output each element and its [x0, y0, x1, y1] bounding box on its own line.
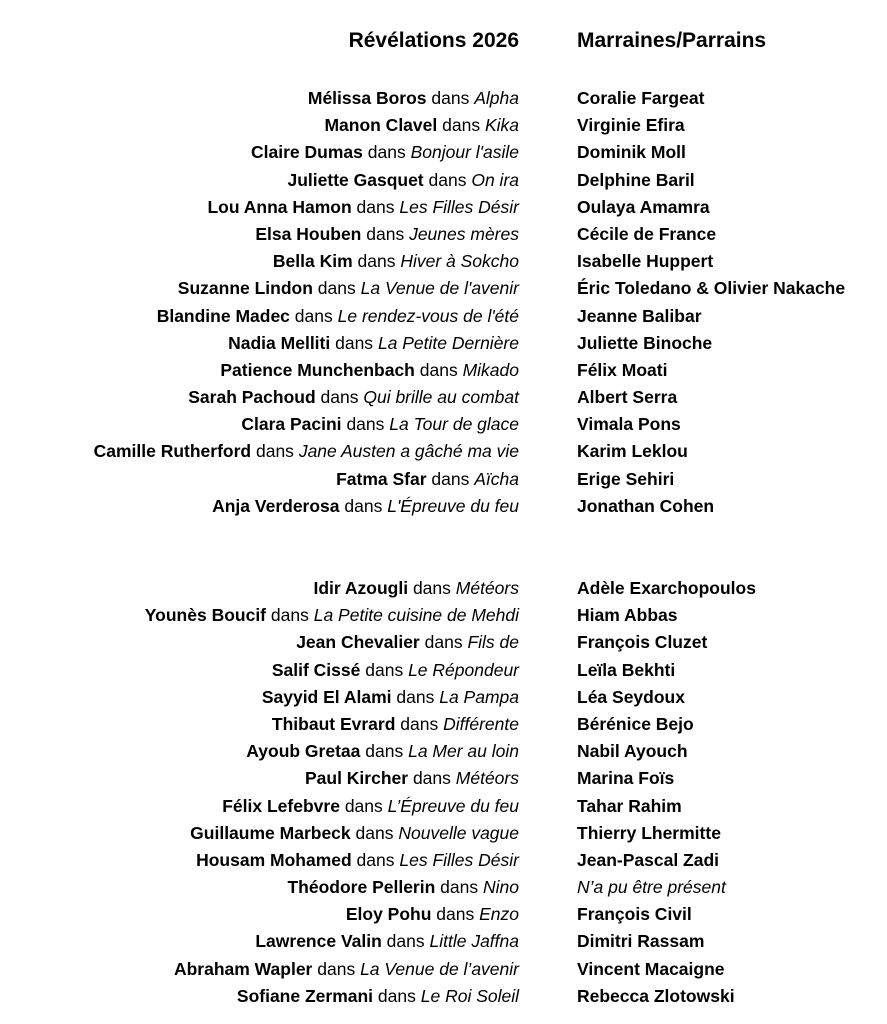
sponsor-name: Nabil Ayouch [577, 741, 688, 762]
nominee-name: Lou Anna Hamon [207, 196, 352, 217]
list-item [0, 874, 887, 901]
list-item [0, 466, 887, 493]
nominee [346, 901, 519, 928]
film-title: Hiver à Sokcho [400, 251, 519, 272]
sponsor-name: Hiam Abbas [577, 605, 678, 626]
nominee [287, 874, 519, 901]
film-title: Alpha [474, 88, 519, 108]
nominee-name: Abraham Wapler [173, 958, 313, 979]
list-item [0, 85, 887, 112]
connector-text: dans [412, 768, 451, 789]
connector-text: dans [317, 958, 356, 979]
connector-text: dans [270, 605, 309, 626]
connector-text: dans [440, 877, 479, 898]
sponsor-name: Isabelle Huppert [577, 251, 714, 272]
connector-text: dans [346, 414, 385, 435]
nominee [237, 983, 519, 1010]
film-title: La Petite Dernière [377, 332, 519, 353]
connector-text: dans [386, 931, 425, 952]
list-item [0, 438, 887, 465]
nominee [178, 275, 519, 302]
film-title: Les Filles Désir [399, 849, 519, 870]
nominee-name: Sarah Pachoud [188, 387, 316, 408]
list-item [0, 411, 887, 438]
list-item [0, 602, 887, 629]
film-title: Nino [483, 877, 519, 898]
nominee-name: Anja Verderosa [212, 495, 340, 516]
nominee [308, 85, 519, 112]
nominee-name: Sofiane Zermani [236, 985, 374, 1006]
nominee-name: Thibaut Evrard [271, 713, 396, 734]
nominee [157, 303, 519, 330]
film-title: Jane Austen a gâché ma vie [298, 441, 519, 462]
sponsor-name: Éric Toledano & Olivier Nakache [577, 278, 846, 299]
connector-text: dans [357, 251, 396, 272]
nominee-name: Juliette Gasquet [287, 169, 424, 190]
film-title: La Mer au loin [408, 741, 519, 762]
connector-text: dans [424, 632, 463, 653]
sponsor-name: Coralie Fargeat [577, 88, 705, 108]
list-item [0, 357, 887, 384]
connector-text: dans [355, 822, 394, 843]
list-item [0, 629, 887, 656]
nominee [174, 956, 519, 983]
connector-text: dans [344, 495, 383, 516]
film-title: Les Filles Désir [399, 196, 519, 217]
connector-text: dans [365, 659, 404, 680]
nominee-name: Bella Kim [272, 251, 353, 272]
film-title: Fils de [467, 632, 519, 653]
header-revelations: Révélations 2026 [348, 29, 519, 52]
list-item [0, 139, 887, 166]
nominee [255, 928, 519, 955]
list-item [0, 820, 887, 847]
sponsor-name: Tahar Rahim [577, 795, 682, 816]
film-title: Le Répondeur [408, 659, 519, 680]
sponsor-name: François Cluzet [577, 632, 708, 653]
nominee-name: Patience Munchenbach [220, 359, 415, 380]
sponsor-name: Vimala Pons [577, 414, 681, 435]
nominee [262, 684, 519, 711]
list-item [0, 684, 887, 711]
sponsor-name: Virginie Efira [577, 115, 685, 136]
nominee [324, 112, 519, 139]
nominee-name: Idir Azougli [313, 578, 409, 598]
nominee-name: Salif Cissé [271, 659, 361, 680]
nominee-name: Manon Clavel [324, 115, 438, 136]
connector-text: dans [428, 169, 467, 190]
connector-text: dans [356, 196, 395, 217]
connector-text: dans [317, 278, 356, 299]
sponsor-name: Rebecca Zlotowski [577, 985, 735, 1006]
connector-text: dans [442, 115, 481, 136]
connector-text: dans [255, 441, 294, 462]
sponsor-name: Jeanne Balibar [577, 305, 702, 326]
film-title: L'Épreuve du feu [387, 495, 519, 516]
sponsor-name: Juliette Binoche [577, 332, 713, 353]
nominee-name: Nadia Melliti [228, 332, 331, 353]
connector-text: dans [431, 88, 470, 108]
nominee [296, 629, 519, 656]
film-title: Kika [484, 115, 519, 136]
column-headers [0, 26, 887, 56]
nominee-name: Sayyid El Alami [261, 686, 392, 707]
nominee-name: Théodore Pellerin [287, 877, 436, 898]
nominee [196, 847, 519, 874]
film-title: Nouvelle vague [398, 822, 519, 843]
nominee-name: Ayoub Gretaa [246, 741, 361, 762]
nominee-name: Jean Chevalier [296, 632, 420, 653]
nominee-name: Paul Kircher [304, 768, 409, 789]
nominee [222, 793, 519, 820]
list-item [0, 221, 887, 248]
film-title: L’Épreuve du feu [387, 795, 519, 816]
connector-text: dans [396, 686, 435, 707]
film-title: La Tour de glace [389, 414, 519, 435]
sponsor-name: Thierry Lhermitte [577, 822, 721, 843]
film-title: Mikado [462, 359, 519, 380]
list-item [0, 738, 887, 765]
nominee [305, 765, 519, 792]
connector-text: dans [344, 795, 383, 816]
list-item [0, 194, 887, 221]
list-item [0, 167, 887, 194]
list-item [0, 657, 887, 684]
connector-text: dans [412, 578, 451, 598]
sponsor-name: Bérénice Bejo [577, 713, 694, 734]
header-sponsors: Marraines/Parrains [577, 29, 767, 52]
nominee-name: Camille Rutherford [93, 441, 252, 462]
film-title: La Petite cuisine de Mehdi [313, 605, 519, 626]
nominee [273, 248, 519, 275]
sponsor-name: Marina Foïs [577, 768, 675, 789]
list-item [0, 956, 887, 983]
list-item [0, 330, 887, 357]
nominee-name: Lawrence Valin [255, 931, 382, 952]
nominee [220, 357, 519, 384]
list-item [0, 275, 887, 302]
nominee [190, 820, 519, 847]
list-item [0, 983, 887, 1010]
connector-text: dans [335, 332, 374, 353]
connector-text: dans [400, 713, 439, 734]
film-title: Jeunes mères [409, 223, 519, 244]
nominee-name: Clara Pacini [241, 414, 342, 435]
sponsor-name: Delphine Baril [577, 169, 695, 190]
nominee [94, 438, 519, 465]
film-title: On ira [471, 169, 519, 190]
sponsor-name: Léa Seydoux [577, 686, 685, 707]
nominee [145, 602, 519, 629]
nominee-name: Fatma Sfar [336, 468, 427, 489]
nominee [212, 493, 519, 520]
nominee-name: Younès Boucif [144, 605, 267, 626]
sponsor-name: Dominik Moll [577, 142, 686, 163]
connector-text: dans [356, 849, 395, 870]
nominee-name: Blandine Madec [156, 305, 290, 326]
list-item [0, 928, 887, 955]
sponsor-name: Jonathan Cohen [577, 495, 715, 516]
sponsor-name: Erige Sehiri [577, 468, 675, 489]
sponsor-name: Albert Serra [577, 387, 678, 408]
nominee [188, 384, 519, 411]
nominee [272, 711, 519, 738]
film-title: Bonjour l'asile [410, 142, 519, 163]
nominee [251, 139, 519, 166]
film-title: Différente [443, 713, 519, 734]
film-title: Le Roi Soleil [420, 985, 519, 1006]
list-item [0, 248, 887, 275]
film-title: Enzo [479, 904, 519, 925]
sponsor-name: Oulaya Amamra [577, 196, 710, 217]
connector-text: dans [365, 741, 404, 762]
connector-text: dans [436, 904, 475, 925]
connector-text: dans [377, 985, 416, 1006]
film-title: Qui brille au combat [363, 387, 519, 408]
nominee-name: Claire Dumas [251, 142, 363, 163]
nominee [241, 411, 519, 438]
film-title: Le rendez-vous de l'été [337, 305, 519, 326]
list-item [0, 493, 887, 520]
sponsor-name: Karim Leklou [577, 441, 688, 462]
film-title: Aïcha [474, 468, 519, 489]
list-item [0, 575, 887, 602]
list-item [0, 112, 887, 139]
nominee-name: Guillaume Marbeck [190, 822, 351, 843]
list-item [0, 765, 887, 792]
nominee [255, 221, 519, 248]
film-title: La Venue de l’avenir [360, 958, 519, 979]
sponsor-name: Jean-Pascal Zadi [577, 849, 720, 870]
connector-text: dans [431, 468, 470, 489]
list-item [0, 303, 887, 330]
nominee [246, 738, 519, 765]
sponsor-name: Dimitri Rassam [577, 931, 705, 952]
connector-text: dans [366, 223, 405, 244]
sponsor-name: Adèle Exarchopoulos [577, 578, 756, 598]
film-title: Météors [455, 768, 519, 789]
sponsor-name: Cécile de France [577, 223, 717, 244]
connector-text: dans [367, 142, 406, 163]
nominee-name: Housam Mohamed [196, 849, 352, 870]
sponsor-name: N’a pu être présent [577, 877, 726, 898]
men-list [0, 575, 887, 1010]
nominee [272, 657, 519, 684]
nominee-name: Félix Lefebvre [222, 795, 340, 816]
nominee [336, 466, 519, 493]
film-title: La Venue de l'avenir [360, 278, 519, 299]
nominee [207, 194, 519, 221]
women-list [0, 85, 887, 520]
sponsor-name: Félix Moati [577, 359, 668, 380]
list-item [0, 793, 887, 820]
sponsor-name: Leïla Bekhti [577, 659, 676, 680]
sponsor-name: François Civil [577, 904, 692, 925]
nominee-name: Eloy Pohu [345, 904, 432, 925]
connector-text: dans [294, 305, 333, 326]
nominee-name: Suzanne Lindon [177, 278, 313, 299]
nominee-name: Elsa Houben [255, 223, 362, 244]
list-item [0, 847, 887, 874]
list-item [0, 901, 887, 928]
list-item [0, 384, 887, 411]
film-title: La Pampa [439, 686, 519, 707]
connector-text: dans [419, 359, 458, 380]
nominee [287, 167, 519, 194]
film-title: Météors [455, 578, 519, 598]
list-item [0, 711, 887, 738]
film-title: Little Jaffna [429, 931, 519, 952]
nominee [313, 575, 519, 602]
sponsor-name: Vincent Macaigne [577, 958, 725, 979]
nominee-name: Mélissa Boros [307, 88, 427, 108]
nominee [228, 330, 519, 357]
connector-text: dans [320, 387, 359, 408]
